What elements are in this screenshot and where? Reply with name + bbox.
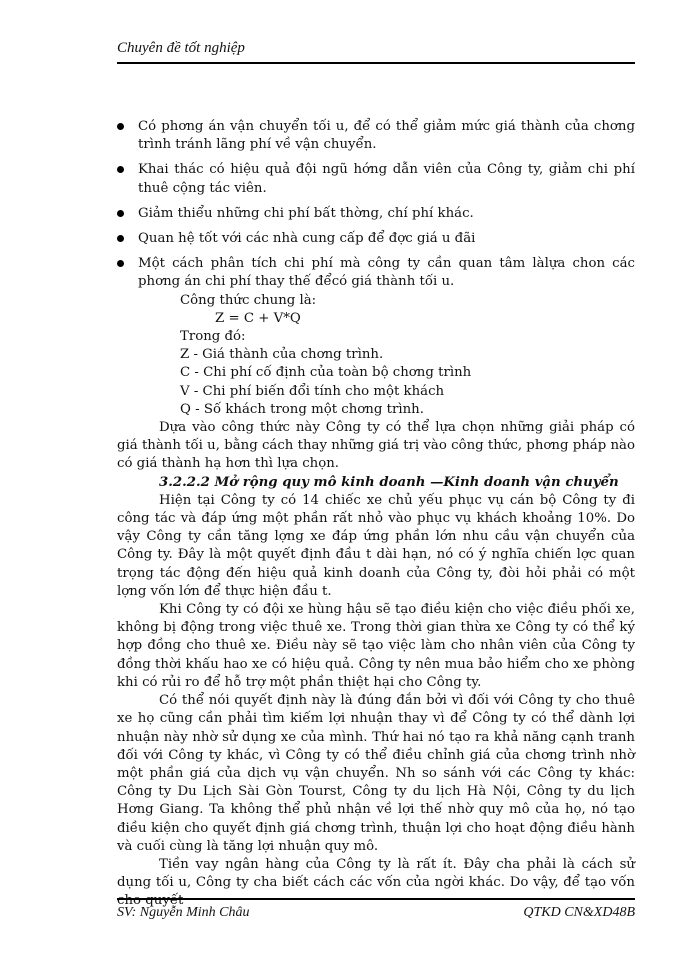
bullet-dot-icon bbox=[117, 235, 124, 242]
header-rule bbox=[117, 62, 635, 64]
formula-where: Trong đó: bbox=[180, 329, 246, 345]
formula-intro: Công thức chung là: bbox=[180, 292, 317, 308]
paragraph: Có thể nói quyết định này là đúng đắn bởi vì đối với Công ty cho thuê xe họ cũng cần phải tìm kiếm lợi nhuận thay vì để Công ty có thể dành lợi nhuận này nhờ sử dụng xe của mình. Thứ hai nó tạo ra khả năng cạnh tranh đối với Công ty khác, vì Công ty có thể điều chỉnh giá của chơng trình nhờ một phần giá của dịch vụ vận chuyển. Nh so sánh với các Công ty khác: Công ty Du Lịch Sài Gòn Tourst, Công ty du lịch Hà Nội, Công ty du lịch Hơng Giang. Ta không thể phủ nhận về lợi thế nhờ quy mô của họ, nó tạo điều kiện cho quyết định giá chơng trình, thuận lợi cho hoạt động điều hành và cuối cùng là tăng lợi nhuận quy mô. bbox=[117, 693, 635, 854]
footer-class-code: QTKD CN&XD48B bbox=[523, 905, 635, 920]
bullet-item bbox=[117, 255, 635, 291]
bullet-text: Quan hệ tốt với các nhà cung cấp để đợc giá u đãi bbox=[138, 231, 476, 247]
formula-term: Z - Giá thành của chơng trình. bbox=[180, 347, 384, 363]
bullet-text: Giảm thiểu những chi phí bất thờng, chí phí khác. bbox=[138, 205, 474, 221]
document-body bbox=[117, 118, 635, 911]
paragraph: Hiện tại Công ty có 14 chiếc xe chủ yếu phục vụ cán bộ Công ty đi công tác và đáp ứng một phần rất nhỏ vào phục vụ khách khoảng 10%. Do vậy Công ty cần tăng lợng xe đáp ứng phần lớn nhu cầu vận chuyển của Công ty. Đây là một quyết định đầu t dài hạn, nó có ý nghĩa chiến lợc quan trọng tác động đến hiệu quả kinh doanh của Công ty, đòi hỏi phải có một lợng vốn lớn để thực hiện đầu t. bbox=[117, 492, 635, 599]
page-header-title: Chuyên đề tốt nghiệp bbox=[117, 40, 245, 56]
bullet-item bbox=[117, 161, 635, 197]
paragraph: Khi Công ty có đội xe hùng hậu sẽ tạo điều kiện cho việc điều phối xe, không bị động trong việc thuê xe. Trong thời gian thừa xe Công ty có thể ký hợp đồng cho thuê xe. Điều này sẽ tạo việc làm cho nhân viên của Công ty đồng thời khấu hao xe có hiệu quả. Công ty nên mua bảo hiểm cho xe phòng khi có rủi ro để hỗ trợ một phần thiệt hại cho Công ty. bbox=[117, 602, 635, 690]
bullet-dot-icon bbox=[117, 260, 124, 267]
paragraph: Dựa vào công thức này Công ty có thể lựa chọn những giải pháp có giá thành tối u, bằng cách thay những giá trị vào công thức, phơng pháp nào có giá thành hạ hơn thì lựa chọn. bbox=[117, 420, 635, 472]
bullet-text: Có phơng án vận chuyển tối u, để có thể giảm mức giá thành của chơng trình tránh lãng phí về vận chuyển. bbox=[138, 119, 635, 153]
bullet-dot-icon bbox=[117, 166, 124, 173]
bullet-dot-icon bbox=[117, 210, 124, 217]
bullet-item bbox=[117, 230, 635, 248]
formula-term: C - Chi phí cố định của toàn bộ chơng trình bbox=[180, 365, 472, 381]
bullet-text: Một cách phân tích chi phí mà công ty cần quan tâm làlựa chon các phơng án chi phí thay thế đểcó giá thành tối u. bbox=[138, 256, 635, 290]
formula-term: Q - Số khách trong một chơng trình. bbox=[180, 401, 424, 417]
formula-term: V - Chi phí biến đổi tính cho một khách bbox=[180, 383, 445, 399]
bullet-text: Khai thác có hiệu quả đội ngũ hớng dẫn viên của Công ty, giảm chi phí thuê cộng tác viên. bbox=[138, 162, 635, 196]
bullet-item bbox=[117, 118, 635, 154]
bullet-dot-icon bbox=[117, 123, 124, 130]
formula-equation: Z = C + V*Q bbox=[215, 310, 301, 326]
bullet-item bbox=[117, 205, 635, 223]
formula-block bbox=[180, 292, 635, 419]
footer-rule bbox=[117, 898, 635, 900]
footer-author: SV: Nguyễn Minh Châu bbox=[117, 905, 250, 920]
section-heading: 3.2.2.2 Mở rộng quy mô kinh doanh —Kinh doanh vận chuyển bbox=[159, 474, 619, 490]
paragraph: Tiền vay ngân hàng của Công ty là rất ít. Đây cha phải là cách sử dụng tối u, Công ty cha biết cách các vốn của ngời khác. Do vậy, để tạo vốn cho quyết bbox=[117, 856, 635, 909]
